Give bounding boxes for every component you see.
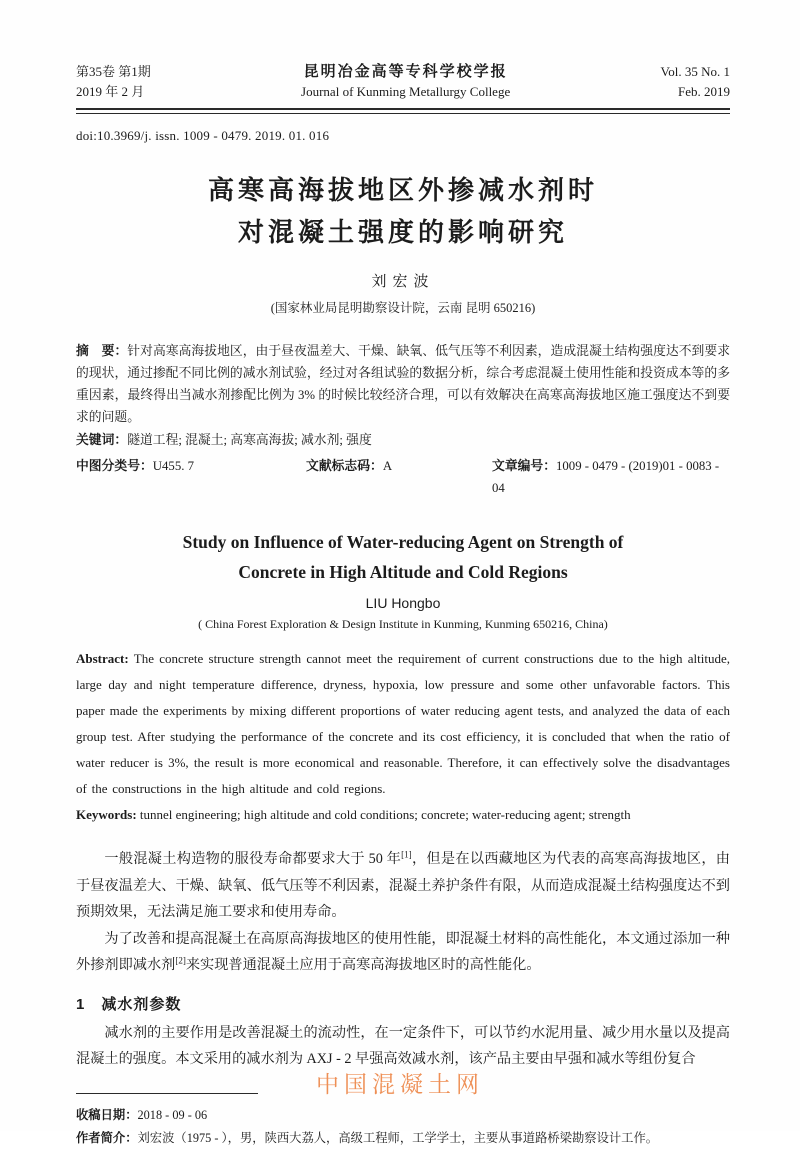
body-p2-text: 为了改善和提高混凝土在高原高海拔地区的使用性能，即混凝土材料的高性能化，本文通过添加一种外掺剂即减水剂 [76,930,730,973]
body-paragraph-1 [76,846,730,926]
clc-number [76,455,306,499]
body-paragraph-2 [76,926,730,979]
body-p2-text-cont: 来实现普通混凝土应用于高寒高海拔地区时的高性能化。 [185,957,541,973]
volume-issue-cn: 第35卷 第1期 [76,64,151,79]
body-p1-text: 一般混凝土构造物的服役寿命都要求大于 50 年 [104,851,402,867]
abstract-cn [76,340,730,428]
section-1-heading: 1 减水剂参数 [76,995,182,1013]
affiliation-cn: (国家林业局昆明勘察设计院，云南 昆明 650216) [270,301,536,315]
journal-title-en: Journal of Kunming Metallurgy College [301,84,511,99]
abstract-cn-label: 摘 要： [76,343,128,358]
header-divider [76,108,730,114]
article-title-cn [76,170,730,254]
keywords-cn-label: 关键词： [76,432,128,447]
author-bio-label: 作者简介： [76,1130,138,1145]
doi-line: doi:10.3969/j. issn. 1009 - 0479. 2019. 01. 016 [76,128,330,143]
clc-value: U455. 7 [152,459,195,473]
article-id-label: 文章编号： [492,458,556,473]
citation-ref-1: [1] [401,849,412,860]
site-watermark: 中国混凝土网 [316,1071,484,1097]
document-code [306,455,492,499]
abstract-en-text: The concrete structure strength cannot meet the requirement of current constructions due to the high altitude, large day and night temperature difference, dryness, hypoxia, low pressure and some other unfavorable factors. This paper made the experiments by mixing different proportions of water reducing agent tests, and analyzed the data of each group test. After studying the performance of the concrete and its cost efficiency, it is concluded that when the ratio of water reducer is 3%, the result is more economical and reasonable. Therefore, it can effectively solve the disadvantages of the constructions in the high altitude and cold regions. [76,651,730,796]
header-volume-issue [76,62,151,102]
author-bio-value: 刘宏波（1975 - ），男，陕西大荔人，高级工程师，工学学士，主要从事道路桥梁勘察设计工作。 [137,1130,659,1145]
article-title-en [76,527,730,587]
article-title-en-line1: Study on Influence of Water-reducing Agent on Strength of [182,532,624,552]
journal-header [76,62,730,102]
keywords-en [76,802,730,828]
author-name-en: LIU Hongbo [365,595,441,611]
keywords-cn-text: 隧道工程; 混凝土; 高寒高海拔; 减水剂; 强度 [127,433,372,447]
article-id-value: 1009 - 0479 - (2019)01 - 0083 - 04 [492,459,720,495]
document-code-value: A [382,459,393,473]
received-date-line [76,1104,730,1127]
body-p1-text-cont: ，但是在以西藏地区为代表的高寒高海拔地区，由于昼夜温差大、干燥、缺氧、低气压等不利因素，混凝土养护条件有限，从而造成混凝土结构强度达不到预期效果，无法满足施工要求和使用寿命。 [76,851,730,920]
author-bio-line [76,1127,730,1150]
article-title-en-line2: Concrete in High Altitude and Cold Regions [238,562,568,582]
keywords-en-label: Keywords: [76,807,137,822]
clc-label: 中图分类号： [76,458,153,473]
abstract-en [76,646,730,802]
issue-date-en: Feb. 2019 [677,84,730,99]
header-journal-title [301,62,510,102]
volume-issue-en: Vol. 35 No. 1 [660,64,730,79]
citation-ref-2: [2] [175,955,186,966]
abstract-en-label: Abstract: [76,651,129,666]
received-date-label: 收稿日期： [76,1107,138,1122]
issue-date-cn: 2019 年 2 月 [76,84,145,99]
author-name-cn: 刘宏波 [371,274,435,290]
keywords-en-text: tunnel engineering; high altitude and cold conditions; concrete; water-reducing agent; strength [136,807,631,822]
section-1-paragraph: 减水剂的主要作用是改善混凝土的流动性，在一定条件下，可以节约水泥用量、减少用水量以及提高混凝土的强度。本文采用的减水剂为 AXJ - 2 早强高效减水剂，该产品主要由早强和减水等组份复合 [76,1024,730,1067]
abstract-cn-text: 针对高寒高海拔地区，由于昼夜温差大、干燥、缺氧、低气压等不利因素，造成混凝土结构强度达不到要求的现状，通过掺配不同比例的减水剂试验，经过对各组试验的数据分析，综合考虑混凝土使用性能和投资成本等的多重因素，最终得出当减水剂掺配比例为 3% 的时候比较经济合理，可以有效解决在高寒高海拔地区施工强度达不到要求的问题。 [76,344,731,424]
journal-title-cn: 昆明冶金高等专科学校学报 [303,64,508,80]
affiliation-en: ( China Forest Exploration & Design Institute in Kunming, Kunming 650216, China) [198,617,608,631]
article-id [492,455,730,499]
classification-row [76,455,730,499]
keywords-cn [76,429,730,451]
header-volume-issue-en [661,62,730,102]
article-title-cn-line1: 高寒高海拔地区外掺减水剂时 [207,176,598,205]
received-date-value: 2018 - 09 - 06 [137,1107,208,1122]
article-title-cn-line2: 对混凝土强度的影响研究 [237,218,568,247]
footnote-block [76,1104,730,1150]
document-code-label: 文献标志码： [306,458,383,473]
